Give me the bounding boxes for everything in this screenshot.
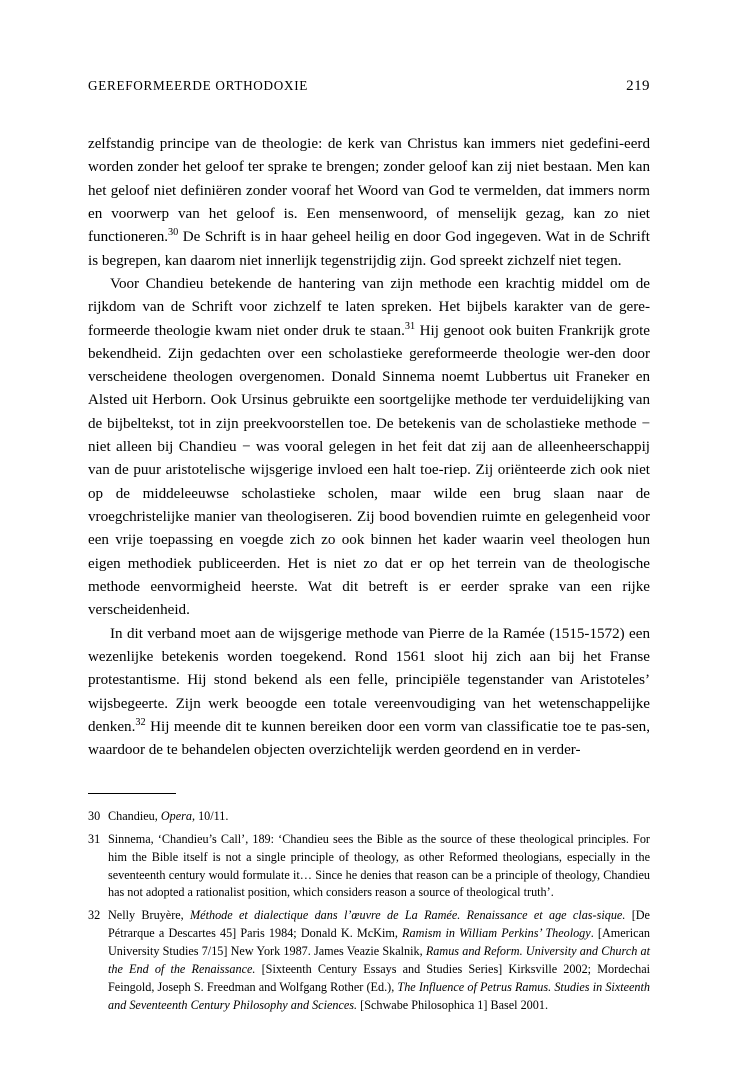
- text-run: Chandieu,: [108, 808, 161, 823]
- text-run: [De Pétrarque a Descartes 45] Paris 1984; Donald K. McKim,: [108, 908, 650, 941]
- page-number: 219: [626, 78, 650, 94]
- footnotes-section: [88, 793, 650, 1020]
- text-run: In dit verband moet aan de wijsgerige methode van Pierre de la Ramée (1515-1572) een wezenlijke betekenis worden toegekend. Rond 1561 sloot hij zich aan bij het Franse protestantisme. Hij stond bekend als een felle, principiële tegenstander van Aristoteles’ wijsbegeerte. Zijn werk beoogde een totale vereenvoudiging van het wetenschappelijke denken.: [88, 625, 650, 735]
- footnote-text: [108, 907, 650, 1015]
- text-run: Hij meende dit te kunnen bereiken door een vorm van classificatie toe te pas-sen, waardoor de te behandelen objecten overzichtelijk werden geordend en in verder-: [88, 718, 650, 759]
- paragraph: [88, 133, 650, 273]
- italic-text: Méthode et dialectique dans l’œuvre de La Ramée. Renaissance et age clas-sique.: [190, 908, 626, 923]
- running-head: [88, 78, 650, 95]
- running-head-title: GEREFORMEERDE ORTHODOXIE: [88, 78, 309, 93]
- text-run: Hij genoot ook buiten Frankrijk grote bekendheid. Zijn gedachten over een scholastieke gereformeerde theologie wer-den door verscheidene theologen overgenomen. Donald Sinnema noemt Lubbertus uit Franeker en Alsted uit Herborn. Ook Ursinus gebruikte een soortgelijke methode ter verduidelijking van de bijbeltekst, tot in zijn preekvoorstellen toe. De betekenis van de scholastieke methode − niet alleen bij Chandieu − was vooral gelegen in het feit dat zij aan de alleenheerschappij van de puur aristotelische wijsgerige invloed een halt toe-riep. Zij oriënteerde zich ook niet op de middeleeuwse scholastieke scholen, maar wilde een brug slaan naar de vroegchristelijke manier van theologiseren. Zij bood bovendien ruimte en gelegenheid voor een vrije toepassing en voegde zich zo ook binnen het kader waarin veel theologen hun eigen methodiek publiceerden. Het is niet zo dat er op het terrein van de theologische methode eenvormigheid heerste. Wat dit betreft is er eerder sprake van een rijke verscheidenheid.: [88, 322, 650, 619]
- text-run: Nelly Bruyère,: [108, 908, 191, 923]
- paragraph: [88, 273, 650, 623]
- text-run: 10/11.: [195, 808, 229, 823]
- footnote-marker: 31: [404, 320, 416, 332]
- text-run: Sinnema, ‘Chandieu’s Call’, 189: ‘Chandieu sees the Bible as the source of these theological principles. For him the Bible itself is not a single principle of theology, as other Reformed theologians, especially in the seventeenth century would formulate it… Since he denies that reason can be a principle of theology, Chandieu has not adopted a rationalist position, which considers reason a source of theological truth’.: [108, 831, 650, 900]
- footnote: [88, 907, 650, 1015]
- footnote: [88, 831, 650, 903]
- italic-text: Opera,: [160, 808, 196, 823]
- footnote: [88, 808, 650, 826]
- footnote-text: [108, 831, 650, 903]
- body-text: [88, 133, 650, 762]
- paragraph: [88, 623, 650, 763]
- footnote-number: 32: [88, 908, 101, 923]
- footnote-number: 31: [88, 831, 101, 846]
- italic-text: The Influence of Petrus Ramus. Studies in Sixteenth and Seventeenth Century Philosophy and Sciences.: [108, 980, 651, 1013]
- text-run: [Sixteenth Century Essays and Studies Series] Kirksville 2002; Mordechai Feingold, Joseph S. Freedman and Wolfgang Rother (Ed.),: [108, 962, 650, 995]
- footnote-number: 30: [88, 808, 101, 823]
- text-run: De Schrift is in haar geheel heilig en door God ingegeven. Wat in de Schrift is begrepen, kan daarom niet innerlijk tegenstrijdig zijn. God spreekt zichzelf niet tegen.: [88, 229, 650, 269]
- footnote-marker: 30: [168, 227, 179, 239]
- italic-text: Ramus and Reform. University and Church at the End of the Renaissance.: [108, 944, 650, 977]
- text-run: [Schwabe Philosophica 1] Basel 2001.: [357, 998, 549, 1013]
- text-run: Voor Chandieu betekende de hantering van zijn methode een krachtig middel om de rijkdom van de Schrift voor zichzelf te laten spreken. Het bijbels karakter van de gere-formeerde theologie kwam niet onder druk te staan.: [88, 275, 650, 339]
- text-run: zelfstandig principe van de theologie: de kerk van Christus kan immers niet gedefini-eerd worden zonder het geloof ter sprake te brengen; zonder geloof kan zij niet bestaan. Men kan het geloof niet definiëren zonder vooraf het Woord van God te vermelden, dat immers norm en voorwerp van het geloof is. Een mensenwoord, of menselijk gezag, kan zo niet functioneren.: [88, 136, 650, 246]
- footnote-text: [108, 808, 650, 826]
- italic-text: Ramism in William Perkins’ Theology: [402, 926, 591, 941]
- footnote-marker: 32: [135, 716, 146, 728]
- footnote-separator-rule: [88, 793, 176, 794]
- text-run: . [American University Studies 7/15] New York 1987. James Veazie Skalnik,: [108, 926, 651, 959]
